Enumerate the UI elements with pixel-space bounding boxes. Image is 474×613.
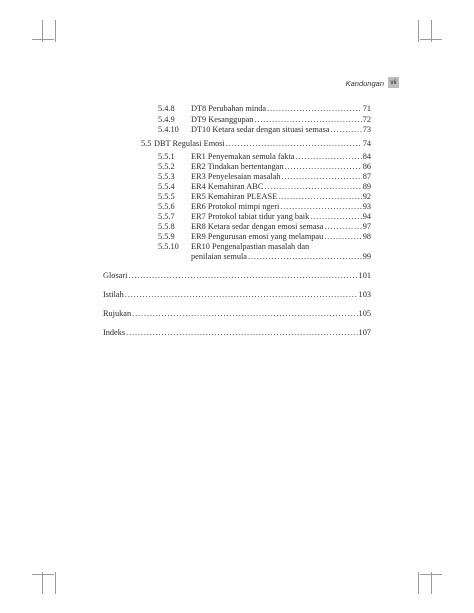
dot-leader xyxy=(324,222,361,232)
toc-entry[interactable] xyxy=(158,172,371,182)
toc-entry-number: 5.5.9 xyxy=(158,232,175,241)
page-number-badge: vii xyxy=(388,77,399,88)
toc-entry-page: 71 xyxy=(362,104,371,113)
toc-entry-page: 84 xyxy=(362,152,371,161)
toc-entry[interactable] xyxy=(158,192,371,202)
toc-entry-title: ER8 Ketara sedar dengan emosi semasa xyxy=(191,222,324,231)
toc-entry-title: ER10 Pengenalpastian masalah dan xyxy=(191,242,310,251)
toc-entry-title: ER1 Penyemakan semula fakta xyxy=(191,152,295,161)
toc-entry-title: Indeks xyxy=(103,328,126,337)
dot-leader xyxy=(310,212,361,222)
toc-entry-number: 5.5.8 xyxy=(158,222,175,231)
toc-entry-number: 5.5.7 xyxy=(158,212,175,221)
toc-entry-page: 93 xyxy=(362,202,371,211)
toc-entry-page: 73 xyxy=(362,125,371,134)
toc-entry[interactable] xyxy=(158,222,371,232)
toc-entry[interactable] xyxy=(158,202,371,212)
toc-entry-page: 103 xyxy=(358,290,371,299)
toc-entry-title: ER9 Pengurusan emosi yang melampau xyxy=(191,232,324,241)
toc-entry-number: 5.5.4 xyxy=(158,182,175,191)
dot-leader xyxy=(226,139,362,149)
running-header-title: Kandungan xyxy=(345,79,384,88)
toc-entry-number: 5.5.2 xyxy=(158,162,175,171)
toc-entry[interactable] xyxy=(158,152,371,162)
toc-entry-title: ER4 Kemahiran ABC xyxy=(191,182,264,191)
crop-mark xyxy=(42,20,43,42)
crop-mark xyxy=(55,20,56,42)
dot-leader xyxy=(254,115,361,125)
toc-entry[interactable] xyxy=(158,232,371,242)
toc-entry[interactable] xyxy=(158,242,371,252)
toc-entry[interactable] xyxy=(158,125,371,135)
toc-entry-page: 87 xyxy=(362,172,371,181)
crop-mark xyxy=(55,572,56,594)
dot-leader xyxy=(128,271,357,281)
dot-leader xyxy=(278,192,362,202)
toc-back-entry-rujukan[interactable] xyxy=(103,309,371,319)
toc-entry-page: 97 xyxy=(362,222,371,231)
dot-leader xyxy=(132,309,357,319)
toc-entry-title: ER2 Tindakan bertentangan xyxy=(191,162,284,171)
toc-entry-page: 107 xyxy=(358,328,371,337)
dot-leader xyxy=(248,252,362,262)
toc-entry-title: DT10 Ketara sedar dengan situasi semasa xyxy=(191,125,330,134)
toc-entry[interactable] xyxy=(158,162,371,172)
toc-back-entry-istilah[interactable] xyxy=(103,290,371,300)
toc-entry-number: 5.5.6 xyxy=(158,202,175,211)
toc-entry[interactable] xyxy=(158,182,371,192)
toc-entry-number: 5.5.3 xyxy=(158,172,175,181)
dot-leader xyxy=(264,182,361,192)
toc-entry-page: 99 xyxy=(362,252,371,261)
toc-entry-number: 5.5 xyxy=(141,139,152,148)
toc-entry[interactable] xyxy=(158,212,371,222)
crop-mark xyxy=(32,574,54,575)
toc-entry-number: 5.5.5 xyxy=(158,192,175,201)
toc-entry-title: DT8 Perubahan minda xyxy=(191,104,267,113)
toc-entry-title: DT9 Kesanggupan xyxy=(191,115,254,124)
toc-entry-title: ER5 Kemahiran PLEASE xyxy=(191,192,278,201)
toc-entry-title: Istilah xyxy=(103,290,124,299)
toc-entry-number: 5.5.10 xyxy=(158,242,179,251)
dot-leader xyxy=(280,202,361,212)
toc-entry-page: 98 xyxy=(362,232,371,241)
toc-entry-page: 89 xyxy=(362,182,371,191)
crop-mark xyxy=(418,20,419,42)
toc-entry-page: 101 xyxy=(358,271,371,280)
toc-section-entry[interactable] xyxy=(141,139,371,149)
toc-entry-title: Glosari xyxy=(103,271,128,280)
crop-mark xyxy=(431,20,432,42)
dot-leader xyxy=(285,162,362,172)
toc-entry[interactable] xyxy=(158,104,371,114)
toc-entry-continuation[interactable] xyxy=(191,252,371,262)
toc-entry-title: ER7 Protokol tabiat tidur yang baik xyxy=(191,212,310,221)
toc-entry-page: 105 xyxy=(358,309,371,318)
dot-leader xyxy=(324,232,361,242)
toc-entry-number: 5.5.1 xyxy=(158,152,175,161)
dot-leader xyxy=(126,328,357,338)
dot-leader xyxy=(281,172,361,182)
toc-entry-title: DBT Regulasi Emosi xyxy=(154,139,225,148)
toc-entry-number: 5.4.8 xyxy=(158,104,175,113)
crop-mark xyxy=(418,572,419,594)
toc-entry-page: 92 xyxy=(362,192,371,201)
toc-entry-number: 5.4.10 xyxy=(158,125,179,134)
dot-leader xyxy=(125,290,358,300)
toc-entry-title-continued: penilaian semula xyxy=(191,252,247,261)
dot-leader xyxy=(330,125,361,135)
toc-entry[interactable] xyxy=(158,115,371,125)
toc-entry-title: Rujukan xyxy=(103,309,132,318)
toc-entry-title: ER3 Penyelesaian masalah xyxy=(191,172,281,181)
dot-leader xyxy=(267,104,362,114)
toc-entry-page: 72 xyxy=(362,115,371,124)
crop-mark xyxy=(32,39,54,40)
toc-back-entry-indeks[interactable] xyxy=(103,328,371,338)
toc-entry-number: 5.4.9 xyxy=(158,115,175,124)
toc-entry-page: 74 xyxy=(362,139,371,148)
toc-entry-page: 94 xyxy=(362,212,371,221)
toc-entry-title: ER6 Protokol mimpi ngeri xyxy=(191,202,280,211)
dot-leader xyxy=(295,152,361,162)
crop-mark xyxy=(42,572,43,594)
toc-back-entry-glosari[interactable] xyxy=(103,271,371,281)
toc-entry-page: 86 xyxy=(362,162,371,171)
crop-mark xyxy=(431,572,432,594)
